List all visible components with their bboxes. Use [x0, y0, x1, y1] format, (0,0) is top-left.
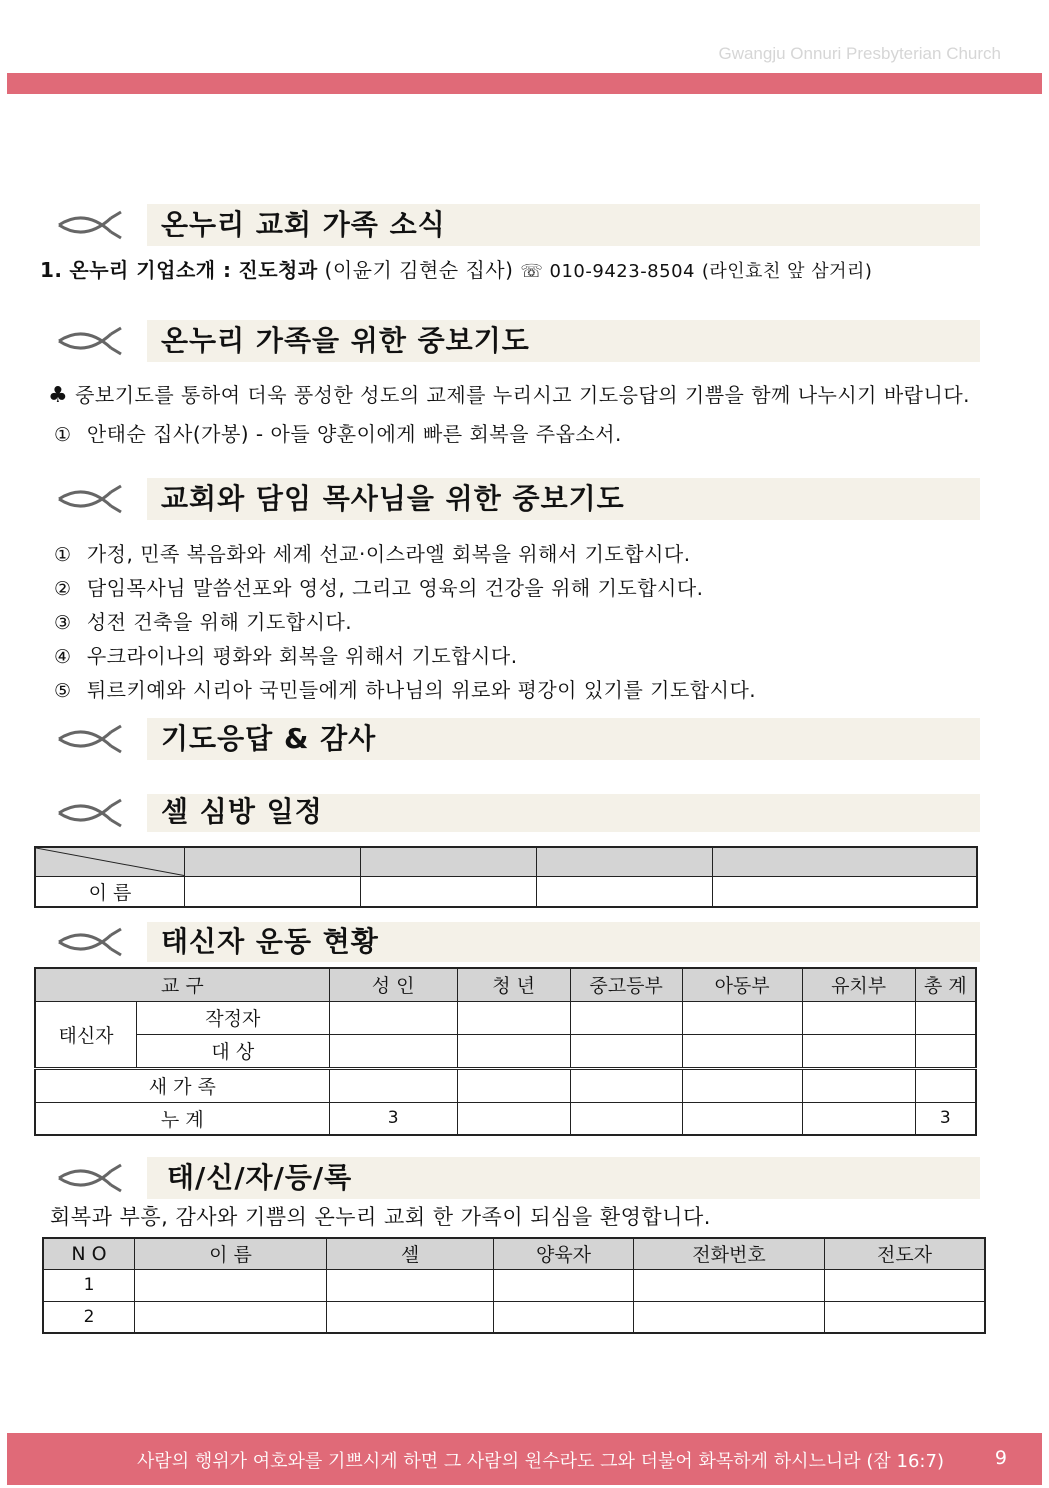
row-number: 1 [43, 1269, 135, 1301]
item-text: 가정, 민족 복음화와 세계 선교·이스라엘 회복을 위해서 기도합시다. [86, 542, 691, 566]
item-text: 담임목사님 말씀선포와 영성, 그리고 영육의 건강을 위해 기도합시다. [86, 576, 704, 600]
table-cell[interactable] [802, 1068, 915, 1102]
item-text: 튀르키예와 시리아 국민들에게 하나님의 위로와 평강이 있기를 기도합시다. [86, 678, 757, 702]
item-label: 온누리 기업소개 : [69, 258, 232, 282]
table-cell[interactable] [682, 1068, 802, 1102]
phone-number: ☏ 010-9423-8504 [520, 261, 695, 282]
fish-icon [55, 326, 127, 356]
table-cell[interactable] [915, 1068, 976, 1102]
family-news-item [40, 254, 872, 283]
fish-icon [55, 210, 127, 240]
church-prayer-item [54, 640, 518, 669]
section-title: 교회와 담임 목사님을 위한 중보기도 [147, 478, 980, 520]
table-cell[interactable] [915, 1001, 976, 1034]
table-cell[interactable] [802, 1034, 915, 1068]
table-cell[interactable] [682, 1034, 802, 1068]
church-prayer-item [54, 572, 704, 601]
table-cell[interactable] [570, 1034, 682, 1068]
page-number: 9 [994, 1447, 1007, 1469]
table-cell[interactable] [915, 1034, 976, 1068]
item-number: ① [54, 424, 72, 446]
table-cell[interactable] [329, 1068, 457, 1102]
table-cell[interactable] [135, 1301, 327, 1333]
table-cell[interactable] [494, 1301, 634, 1333]
section-title: 태신자 운동 현황 [147, 922, 980, 962]
section-evangelism [55, 922, 980, 962]
table-cell[interactable] [802, 1102, 915, 1135]
header-cell: 총 계 [915, 968, 976, 1001]
item-number: ⑤ [54, 680, 72, 702]
church-name: Gwangju Onnuri Presbyterian Church [718, 44, 1001, 63]
row-group-label: 태신자 [35, 1001, 137, 1068]
diagonal-line [36, 848, 184, 876]
header-cell [537, 847, 713, 876]
item-number: ① [54, 544, 72, 566]
table-cell[interactable] [570, 1102, 682, 1135]
total-adult-value: 3 [329, 1102, 457, 1135]
header-cell: 청 년 [457, 968, 570, 1001]
row-label: 대 상 [137, 1034, 330, 1068]
item-number: ④ [54, 646, 72, 668]
fish-icon [55, 798, 127, 828]
section-church-prayer [55, 478, 980, 520]
diagonal-header-cell [35, 847, 185, 876]
club-icon: ♣ [48, 383, 69, 408]
table-cell[interactable] [802, 1001, 915, 1034]
header-cell: 유치부 [802, 968, 915, 1001]
table-cell[interactable] [494, 1269, 634, 1301]
table-cell[interactable] [457, 1001, 570, 1034]
table-cell[interactable] [185, 876, 361, 907]
table-cell[interactable] [570, 1068, 682, 1102]
table-cell[interactable] [682, 1102, 802, 1135]
section-title: 온누리 가족을 위한 중보기도 [147, 320, 980, 362]
church-prayer-item [54, 674, 756, 703]
header-cell: 전화번호 [634, 1238, 825, 1269]
fish-icon [55, 484, 127, 514]
table-cell[interactable] [457, 1068, 570, 1102]
header-bar [7, 73, 1042, 94]
section-cell-visit [55, 794, 980, 832]
item-text: 성전 건축을 위해 기도합시다. [86, 610, 353, 634]
header-cell: 아동부 [682, 968, 802, 1001]
section-registration [55, 1157, 980, 1199]
table-cell[interactable] [327, 1301, 494, 1333]
item-number: 1. [40, 258, 63, 282]
table-cell[interactable] [570, 1001, 682, 1034]
header-cell: 중고등부 [570, 968, 682, 1001]
table-cell[interactable] [682, 1001, 802, 1034]
table-cell[interactable] [634, 1269, 825, 1301]
section-title: 셀 심방 일정 [147, 794, 980, 832]
table-cell[interactable] [825, 1301, 986, 1333]
header-cell: 양육자 [494, 1238, 634, 1269]
item-text: 우크라이나의 평화와 회복을 위해서 기도합시다. [86, 644, 518, 668]
fish-icon [55, 724, 127, 754]
header-cell [185, 847, 361, 876]
table-cell[interactable] [537, 876, 713, 907]
company-location: (라인효친 앞 삼거리) [701, 261, 873, 282]
table-cell[interactable] [634, 1301, 825, 1333]
section-title: 온누리 교회 가족 소식 [147, 204, 980, 246]
row-label: 누 계 [35, 1102, 329, 1135]
table-cell[interactable] [329, 1001, 457, 1034]
item-text: 안태순 집사(가봉) - 아들 양훈이에게 빠른 회복을 주옵소서. [86, 422, 622, 446]
table-cell[interactable] [825, 1269, 986, 1301]
table-cell[interactable] [361, 876, 537, 907]
header-cell [361, 847, 537, 876]
table-cell[interactable] [327, 1269, 494, 1301]
row-label: 작정자 [137, 1001, 330, 1034]
item-number: ② [54, 578, 72, 600]
family-prayer-intro [48, 379, 970, 408]
intro-text: 중보기도를 통하여 더욱 풍성한 성도의 교제를 누리시고 기도응답의 기쁨을 함께 나누시기 바랍니다. [75, 383, 971, 407]
header-cell: 이 름 [135, 1238, 327, 1269]
header-cell: 성 인 [329, 968, 457, 1001]
fish-icon [55, 1163, 127, 1193]
cell-visit-table [34, 846, 978, 908]
header-cell: 교 구 [35, 968, 329, 1001]
footer-verse: 사람의 행위가 여호와를 기쁘시게 하면 그 사람의 원수라도 그와 더불어 화목하게 하시느니라 (잠 16:7) [137, 1451, 944, 1472]
table-cell[interactable] [457, 1034, 570, 1068]
section-family-news [55, 204, 980, 246]
company-name: 진도청과 [238, 258, 318, 282]
table-cell[interactable] [329, 1034, 457, 1068]
footer-bar [7, 1433, 1042, 1485]
section-title: 태/신/자/등/록 [147, 1157, 980, 1199]
header-cell: 셀 [327, 1238, 494, 1269]
row-label: 이 름 [35, 876, 185, 907]
registration-table [42, 1237, 986, 1334]
company-owners: (이윤기 김현순 집사) [324, 258, 514, 282]
header-cell [713, 847, 977, 876]
family-prayer-item [54, 418, 622, 447]
fish-icon [55, 927, 127, 957]
row-number: 2 [43, 1301, 135, 1333]
section-family-prayer [55, 320, 980, 362]
table-cell[interactable] [457, 1102, 570, 1135]
header-cell: N O [43, 1238, 135, 1269]
section-thanks [55, 718, 980, 760]
header-cell: 전도자 [825, 1238, 986, 1269]
table-cell[interactable] [713, 876, 977, 907]
total-sum-value: 3 [915, 1102, 976, 1135]
church-prayer-item [54, 538, 691, 567]
evangelism-table [34, 967, 977, 1136]
section-title: 기도응답 & 감사 [147, 718, 980, 760]
table-cell[interactable] [135, 1269, 327, 1301]
row-label: 새 가 족 [35, 1068, 329, 1102]
welcome-text: 회복과 부흥, 감사와 기쁨의 온누리 교회 한 가족이 되심을 환영합니다. [50, 1205, 711, 1229]
church-prayer-item [54, 606, 352, 635]
item-number: ③ [54, 612, 72, 634]
